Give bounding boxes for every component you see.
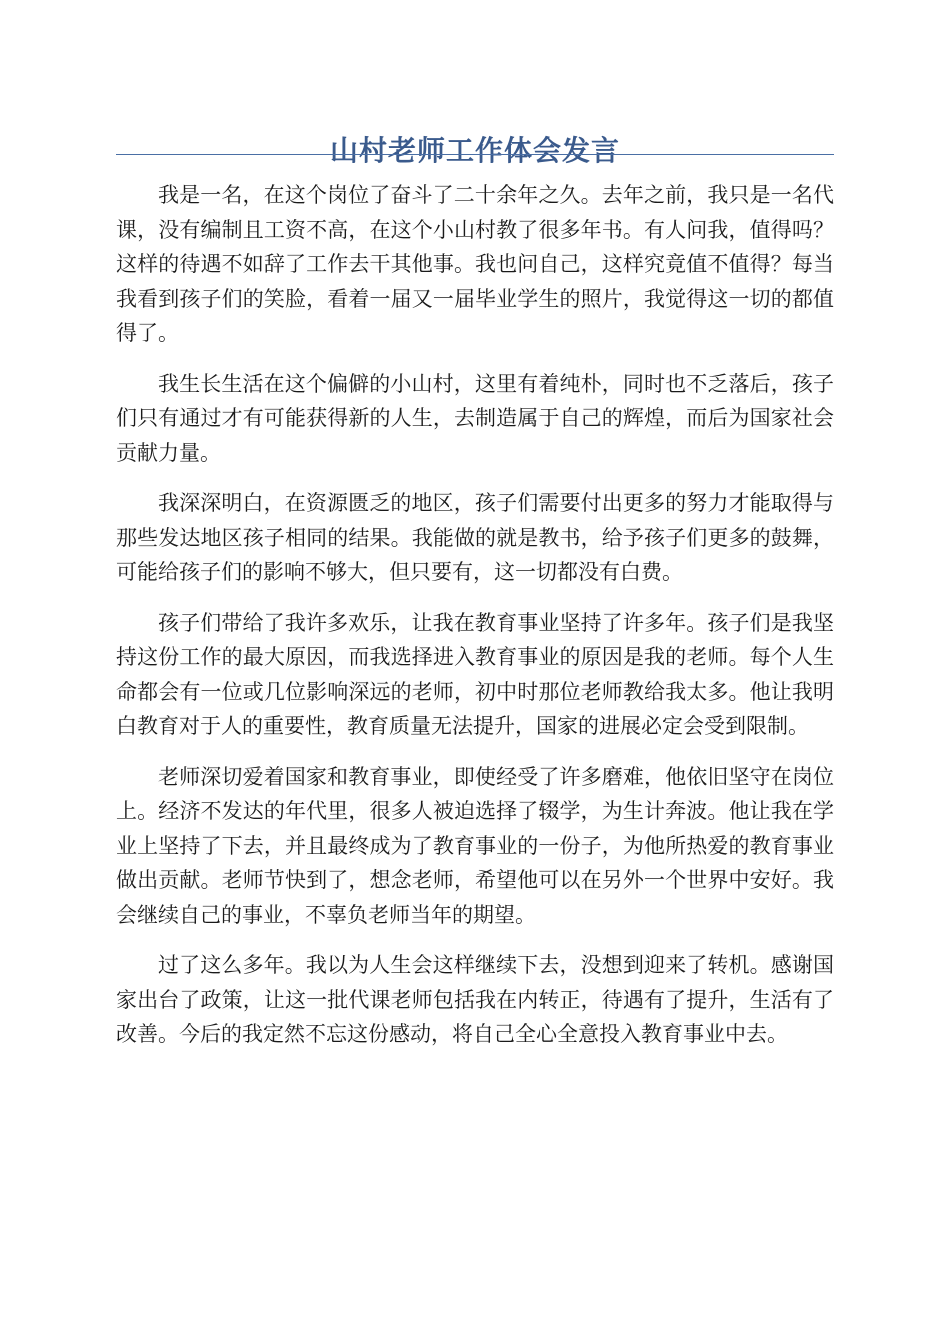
title-underline	[116, 154, 834, 155]
paragraph: 我深深明白，在资源匮乏的地区，孩子们需要付出更多的努力才能取得与那些发达地区孩子相同的结果。我能做的就是教书，给予孩子们更多的鼓舞，可能给孩子们的影响不够大，但只要有，这一切都没有白费。	[116, 491, 834, 584]
paragraph: 我生长生活在这个偏僻的小山村，这里有着纯朴，同时也不乏落后，孩子们只有通过才有可能获得新的人生，去制造属于自己的辉煌，而后为国家社会贡献力量。	[116, 371, 834, 465]
document-title: 山村老师工作体会发言	[329, 133, 620, 167]
paragraph: 老师深切爱着国家和教育事业，即使经受了许多磨难，他依旧坚守在岗位上。经济不发达的年代里，很多人被迫选择了辍学，为生计奔波。他让我在学业上坚持了下去，并且最终成为了教育事业的一份子，为他所热爱的教育事业做出贡献。老师节快到了，想念老师，希望他可以在另外一个世界中安好。我会继续自己的事业，不辜负老师当年的期望。	[116, 764, 834, 927]
paragraph: 孩子们带给了我许多欢乐，让我在教育事业坚持了许多年。孩子们是我坚持这份工作的最大原因，而我选择进入教育事业的原因是我的老师。每个人生命都会有一位或几位影响深远的老师，初中时那位老师教给我太多。他让我明白教育对于人的重要性，教育质量无法提升，国家的进展必定会受到限制。	[116, 610, 834, 738]
document-body	[116, 178, 834, 1068]
paragraph: 过了这么多年。我以为人生会这样继续下去，没想到迎来了转机。感谢国家出台了政策，让这一批代课老师包括我在内转正，待遇有了提升，生活有了改善。今后的我定然不忘这份感动，将自己全心全意投入教育事业中去。	[116, 953, 834, 1046]
paragraph: 我是一名，在这个岗位了奋斗了二十余年之久。去年之前，我只是一名代课，没有编制且工资不高，在这个小山村教了很多年书。有人问我，值得吗？这样的待遇不如辞了工作去干其他事。我也问自己，这样究竟值不值得？每当我看到孩子们的笑脸，看着一届又一届毕业学生的照片，我觉得这一切的都值得了。	[116, 183, 834, 345]
